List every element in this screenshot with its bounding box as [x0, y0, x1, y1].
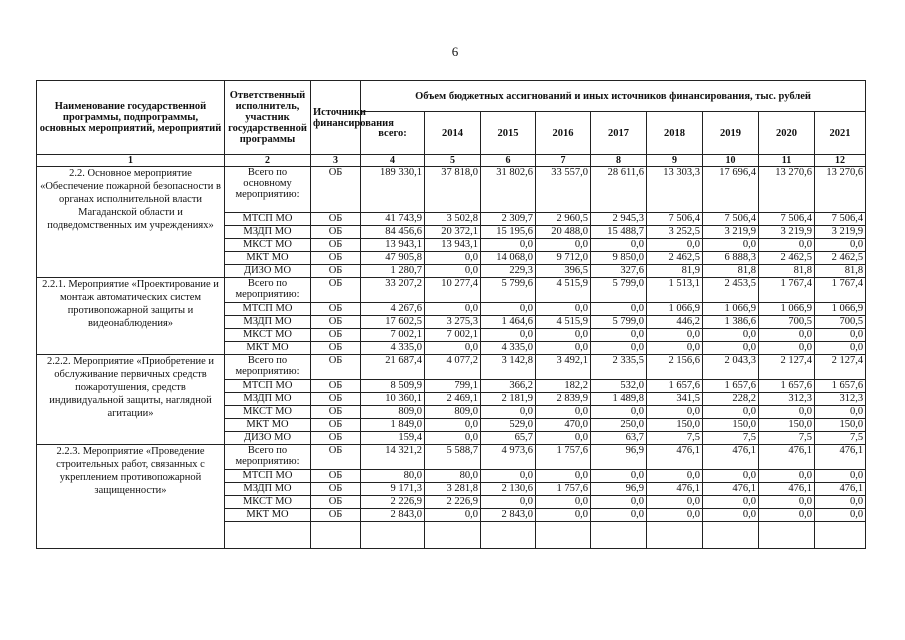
total-value-cell: 2 843,0 [361, 509, 425, 522]
year-value-cell: 6 888,3 [703, 252, 759, 265]
total-value-cell: 47 905,8 [361, 252, 425, 265]
total-value-cell: 4 267,6 [361, 303, 425, 316]
year-value-cell: 0,0 [481, 239, 536, 252]
total-value-cell: 1 849,0 [361, 419, 425, 432]
empty-cell [647, 522, 703, 549]
year-value-cell: 63,7 [591, 432, 647, 445]
year-value-cell: 2 960,5 [536, 213, 591, 226]
year-value-cell: 2 945,3 [591, 213, 647, 226]
year-value-cell: 2 043,3 [703, 355, 759, 380]
year-value-cell: 2 226,9 [425, 496, 481, 509]
empty-cell [481, 522, 536, 549]
year-value-cell: 0,0 [425, 342, 481, 355]
year-value-cell: 0,0 [425, 432, 481, 445]
total-value-cell: 4 335,0 [361, 342, 425, 355]
header-source: Источники финансирования [311, 81, 361, 155]
year-value-cell: 2 843,0 [481, 509, 536, 522]
year-value-cell: 0,0 [815, 509, 866, 522]
year-value-cell: 0,0 [759, 496, 815, 509]
executor-cell: МКТ МО [225, 419, 311, 432]
year-value-cell: 1 513,1 [647, 278, 703, 303]
year-value-cell: 15 195,6 [481, 226, 536, 239]
source-cell: ОБ [311, 432, 361, 445]
total-value-cell: 33 207,2 [361, 278, 425, 303]
year-value-cell: 0,0 [536, 239, 591, 252]
executor-cell: МТСП МО [225, 303, 311, 316]
year-value-cell: 7 506,4 [759, 213, 815, 226]
year-value-cell: 228,2 [703, 393, 759, 406]
year-value-cell: 0,0 [815, 239, 866, 252]
year-value-cell: 0,0 [591, 342, 647, 355]
total-value-cell: 809,0 [361, 406, 425, 419]
year-value-cell: 470,0 [536, 419, 591, 432]
year-value-cell: 0,0 [703, 470, 759, 483]
header-year: 2019 [703, 112, 759, 155]
year-value-cell: 96,9 [591, 445, 647, 470]
year-value-cell: 65,7 [481, 432, 536, 445]
empty-cell [591, 522, 647, 549]
column-number: 7 [536, 155, 591, 167]
year-value-cell: 2 469,1 [425, 393, 481, 406]
year-value-cell: 1 386,6 [703, 316, 759, 329]
source-cell: ОБ [311, 445, 361, 470]
year-value-cell: 0,0 [647, 496, 703, 509]
year-value-cell: 0,0 [591, 239, 647, 252]
year-value-cell: 1 767,4 [815, 278, 866, 303]
year-value-cell: 20 372,1 [425, 226, 481, 239]
executor-cell: МЗДП МО [225, 226, 311, 239]
header-year: 2015 [481, 112, 536, 155]
column-number: 8 [591, 155, 647, 167]
year-value-cell: 150,0 [759, 419, 815, 432]
total-value-cell: 41 743,9 [361, 213, 425, 226]
column-number: 11 [759, 155, 815, 167]
header-year: 2014 [425, 112, 481, 155]
year-value-cell: 0,0 [647, 470, 703, 483]
year-value-cell: 7 002,1 [425, 329, 481, 342]
year-value-cell: 476,1 [647, 445, 703, 470]
year-value-cell: 0,0 [536, 496, 591, 509]
executor-cell: Всего по мероприятию: [225, 355, 311, 380]
header-year: 2017 [591, 112, 647, 155]
year-value-cell: 0,0 [481, 470, 536, 483]
executor-cell: МЗДП МО [225, 483, 311, 496]
year-value-cell: 13 270,6 [759, 167, 815, 213]
activity-name: 2.2.3. Мероприятие «Проведение строительных работ, связанных с укреплением противопожарной защищенности» [37, 445, 225, 549]
year-value-cell: 7,5 [815, 432, 866, 445]
source-cell: ОБ [311, 393, 361, 406]
year-value-cell: 476,1 [815, 445, 866, 470]
executor-cell: МТСП МО [225, 470, 311, 483]
total-value-cell: 2 226,9 [361, 496, 425, 509]
year-value-cell: 0,0 [425, 252, 481, 265]
year-value-cell: 3 502,8 [425, 213, 481, 226]
page-number: 6 [451, 44, 459, 59]
year-value-cell: 0,0 [815, 496, 866, 509]
year-value-cell: 0,0 [703, 496, 759, 509]
year-value-cell: 7,5 [759, 432, 815, 445]
empty-cell [703, 522, 759, 549]
column-number: 4 [361, 155, 425, 167]
year-value-cell: 0,0 [815, 329, 866, 342]
total-value-cell: 1 280,7 [361, 265, 425, 278]
executor-cell: МТСП МО [225, 380, 311, 393]
year-value-cell: 81,9 [647, 265, 703, 278]
year-value-cell: 37 818,0 [425, 167, 481, 213]
executor-cell: ДИЗО МО [225, 265, 311, 278]
year-value-cell: 0,0 [815, 470, 866, 483]
year-value-cell: 700,5 [815, 316, 866, 329]
year-value-cell: 5 799,0 [591, 278, 647, 303]
executor-cell: Всего по мероприятию: [225, 445, 311, 470]
year-value-cell: 150,0 [647, 419, 703, 432]
executor-cell: МКТ МО [225, 252, 311, 265]
year-value-cell: 0,0 [591, 329, 647, 342]
column-number: 10 [703, 155, 759, 167]
table-row-total [37, 278, 866, 303]
year-value-cell: 9 712,0 [536, 252, 591, 265]
executor-cell: ДИЗО МО [225, 432, 311, 445]
year-value-cell: 0,0 [425, 265, 481, 278]
activity-name: 2.2.2. Мероприятие «Приобретение и обслуживание первичных средств пожаротушения, средств индивидуальной защиты, наглядной агитации» [37, 355, 225, 445]
year-value-cell: 2 127,4 [815, 355, 866, 380]
year-value-cell: 0,0 [759, 239, 815, 252]
year-value-cell: 13 270,6 [815, 167, 866, 213]
year-value-cell: 2 156,6 [647, 355, 703, 380]
year-value-cell: 10 277,4 [425, 278, 481, 303]
year-value-cell: 476,1 [703, 445, 759, 470]
year-value-cell: 33 557,0 [536, 167, 591, 213]
year-value-cell: 0,0 [815, 342, 866, 355]
year-value-cell: 396,5 [536, 265, 591, 278]
year-value-cell: 809,0 [425, 406, 481, 419]
source-cell: ОБ [311, 380, 361, 393]
year-value-cell: 96,9 [591, 483, 647, 496]
source-cell: ОБ [311, 470, 361, 483]
year-value-cell: 7,5 [647, 432, 703, 445]
header-executor: Ответственный исполнитель, участник государственной программы [225, 81, 311, 155]
source-cell: ОБ [311, 483, 361, 496]
year-value-cell: 150,0 [703, 419, 759, 432]
column-number: 3 [311, 155, 361, 167]
year-value-cell: 0,0 [703, 406, 759, 419]
year-value-cell: 80,0 [425, 470, 481, 483]
header-year: 2016 [536, 112, 591, 155]
executor-cell: МКСТ МО [225, 496, 311, 509]
header-year: 2018 [647, 112, 703, 155]
empty-cell [425, 522, 481, 549]
year-value-cell: 14 068,0 [481, 252, 536, 265]
year-value-cell: 13 303,3 [647, 167, 703, 213]
empty-cell [225, 522, 311, 549]
activity-name: 2.2. Основное мероприятие «Обеспечение пожарной безопасности в органах исполнительной власти Магаданской области и подведомственных им учреждениях» [37, 167, 225, 278]
column-number: 6 [481, 155, 536, 167]
year-value-cell: 4 335,0 [481, 342, 536, 355]
year-value-cell: 2 462,5 [759, 252, 815, 265]
year-value-cell: 327,6 [591, 265, 647, 278]
year-value-cell: 0,0 [647, 342, 703, 355]
year-value-cell: 81,8 [703, 265, 759, 278]
header-total: всего: [361, 112, 425, 155]
year-value-cell: 81,8 [815, 265, 866, 278]
year-value-cell: 1 489,8 [591, 393, 647, 406]
year-value-cell: 1 657,6 [815, 380, 866, 393]
year-value-cell: 0,0 [759, 406, 815, 419]
year-value-cell: 529,0 [481, 419, 536, 432]
column-number: 1 [37, 155, 225, 167]
year-value-cell: 799,1 [425, 380, 481, 393]
source-cell: ОБ [311, 496, 361, 509]
year-value-cell: 2 453,5 [703, 278, 759, 303]
year-value-cell: 0,0 [481, 303, 536, 316]
year-value-cell: 1 066,9 [759, 303, 815, 316]
year-value-cell: 0,0 [591, 496, 647, 509]
year-value-cell: 7 506,4 [815, 213, 866, 226]
source-cell: ОБ [311, 316, 361, 329]
header-year: 2021 [815, 112, 866, 155]
source-cell: ОБ [311, 329, 361, 342]
year-value-cell: 2 127,4 [759, 355, 815, 380]
budget-table-body [37, 167, 866, 549]
total-value-cell: 9 171,3 [361, 483, 425, 496]
total-value-cell: 189 330,1 [361, 167, 425, 213]
year-value-cell: 2 462,5 [647, 252, 703, 265]
year-value-cell: 4 973,6 [481, 445, 536, 470]
year-value-cell: 0,0 [759, 470, 815, 483]
executor-cell: МКТ МО [225, 509, 311, 522]
year-value-cell: 81,8 [759, 265, 815, 278]
executor-cell: МКСТ МО [225, 239, 311, 252]
total-value-cell: 159,4 [361, 432, 425, 445]
year-value-cell: 0,0 [536, 432, 591, 445]
year-value-cell: 3 219,9 [815, 226, 866, 239]
year-value-cell: 0,0 [536, 329, 591, 342]
year-value-cell: 1 066,9 [815, 303, 866, 316]
year-value-cell: 532,0 [591, 380, 647, 393]
total-value-cell: 14 321,2 [361, 445, 425, 470]
source-cell: ОБ [311, 355, 361, 380]
year-value-cell: 5 799,0 [591, 316, 647, 329]
year-value-cell: 0,0 [536, 303, 591, 316]
empty-cell [815, 522, 866, 549]
empty-cell [311, 522, 361, 549]
year-value-cell: 3 252,5 [647, 226, 703, 239]
header-funding: Объем бюджетных ассигнований и иных источников финансирования, тыс. рублей [361, 81, 866, 112]
year-value-cell: 7 506,4 [703, 213, 759, 226]
year-value-cell: 1 657,6 [647, 380, 703, 393]
year-value-cell: 0,0 [703, 509, 759, 522]
year-value-cell: 0,0 [481, 496, 536, 509]
year-value-cell: 0,0 [703, 329, 759, 342]
year-value-cell: 312,3 [759, 393, 815, 406]
year-value-cell: 4 077,2 [425, 355, 481, 380]
year-value-cell: 0,0 [536, 342, 591, 355]
year-value-cell: 17 696,4 [703, 167, 759, 213]
year-value-cell: 3 142,8 [481, 355, 536, 380]
year-value-cell: 3 492,1 [536, 355, 591, 380]
table-row-total [37, 167, 866, 213]
year-value-cell: 5 799,6 [481, 278, 536, 303]
executor-cell: МКТ МО [225, 342, 311, 355]
year-value-cell: 0,0 [425, 303, 481, 316]
year-value-cell: 0,0 [591, 303, 647, 316]
column-number: 2 [225, 155, 311, 167]
source-cell: ОБ [311, 278, 361, 303]
source-cell: ОБ [311, 239, 361, 252]
year-value-cell: 0,0 [759, 329, 815, 342]
total-value-cell: 80,0 [361, 470, 425, 483]
executor-cell: Всего по основному мероприятию: [225, 167, 311, 213]
year-value-cell: 0,0 [536, 509, 591, 522]
year-value-cell: 1 066,9 [647, 303, 703, 316]
year-value-cell: 476,1 [703, 483, 759, 496]
year-value-cell: 1 757,6 [536, 445, 591, 470]
total-value-cell: 8 509,9 [361, 380, 425, 393]
year-value-cell: 0,0 [481, 329, 536, 342]
year-value-cell: 366,2 [481, 380, 536, 393]
total-value-cell: 17 602,5 [361, 316, 425, 329]
year-value-cell: 31 802,6 [481, 167, 536, 213]
year-value-cell: 250,0 [591, 419, 647, 432]
year-value-cell: 15 488,7 [591, 226, 647, 239]
year-value-cell: 0,0 [703, 342, 759, 355]
year-value-cell: 446,2 [647, 316, 703, 329]
header-year: 2020 [759, 112, 815, 155]
year-value-cell: 2 130,6 [481, 483, 536, 496]
empty-cell [361, 522, 425, 549]
year-value-cell: 0,0 [536, 406, 591, 419]
year-value-cell: 150,0 [815, 419, 866, 432]
year-value-cell: 229,3 [481, 265, 536, 278]
executor-cell: МКСТ МО [225, 406, 311, 419]
year-value-cell: 0,0 [647, 509, 703, 522]
executor-cell: МЗДП МО [225, 393, 311, 406]
year-value-cell: 0,0 [536, 470, 591, 483]
year-value-cell: 3 219,9 [759, 226, 815, 239]
total-value-cell: 7 002,1 [361, 329, 425, 342]
source-cell: ОБ [311, 226, 361, 239]
executor-cell: Всего по мероприятию: [225, 278, 311, 303]
year-value-cell: 0,0 [591, 406, 647, 419]
total-value-cell: 13 943,1 [361, 239, 425, 252]
year-value-cell: 2 839,9 [536, 393, 591, 406]
year-value-cell: 2 181,9 [481, 393, 536, 406]
year-value-cell: 0,0 [703, 239, 759, 252]
total-value-cell: 21 687,4 [361, 355, 425, 380]
executor-cell: МКСТ МО [225, 329, 311, 342]
header-program: Наименование государственной программы, подпрограммы, основных мероприятий, мероприятий [37, 81, 225, 155]
year-value-cell: 0,0 [815, 406, 866, 419]
year-value-cell: 28 611,6 [591, 167, 647, 213]
year-value-cell: 1 767,4 [759, 278, 815, 303]
empty-cell [536, 522, 591, 549]
year-value-cell: 0,0 [759, 509, 815, 522]
executor-cell: МТСП МО [225, 213, 311, 226]
year-value-cell: 2 309,7 [481, 213, 536, 226]
year-value-cell: 476,1 [759, 483, 815, 496]
source-cell: ОБ [311, 303, 361, 316]
year-value-cell: 0,0 [647, 329, 703, 342]
column-number: 9 [647, 155, 703, 167]
year-value-cell: 0,0 [481, 406, 536, 419]
source-cell: ОБ [311, 509, 361, 522]
year-value-cell: 1 066,9 [703, 303, 759, 316]
year-value-cell: 4 515,9 [536, 316, 591, 329]
year-value-cell: 4 515,9 [536, 278, 591, 303]
year-value-cell: 0,0 [647, 239, 703, 252]
budget-table [36, 80, 866, 549]
year-value-cell: 182,2 [536, 380, 591, 393]
year-value-cell: 476,1 [815, 483, 866, 496]
year-value-cell: 0,0 [425, 509, 481, 522]
year-value-cell: 0,0 [591, 509, 647, 522]
year-value-cell: 13 943,1 [425, 239, 481, 252]
year-value-cell: 0,0 [759, 342, 815, 355]
year-value-cell: 1 657,6 [759, 380, 815, 393]
year-value-cell: 7 506,4 [647, 213, 703, 226]
year-value-cell: 312,3 [815, 393, 866, 406]
year-value-cell: 20 488,0 [536, 226, 591, 239]
year-value-cell: 3 219,9 [703, 226, 759, 239]
year-value-cell: 2 335,5 [591, 355, 647, 380]
source-cell: ОБ [311, 265, 361, 278]
source-cell: ОБ [311, 252, 361, 265]
year-value-cell: 476,1 [647, 483, 703, 496]
table-row-total [37, 355, 866, 380]
year-value-cell: 5 588,7 [425, 445, 481, 470]
source-cell: ОБ [311, 167, 361, 213]
year-value-cell: 1 757,6 [536, 483, 591, 496]
year-value-cell: 0,0 [647, 406, 703, 419]
year-value-cell: 341,5 [647, 393, 703, 406]
source-cell: ОБ [311, 342, 361, 355]
year-value-cell: 1 464,6 [481, 316, 536, 329]
year-value-cell: 3 281,8 [425, 483, 481, 496]
table-row-total [37, 445, 866, 470]
column-number: 12 [815, 155, 866, 167]
empty-cell [759, 522, 815, 549]
year-value-cell: 3 275,3 [425, 316, 481, 329]
year-value-cell: 0,0 [591, 470, 647, 483]
source-cell: ОБ [311, 419, 361, 432]
source-cell: ОБ [311, 213, 361, 226]
year-value-cell: 7,5 [703, 432, 759, 445]
year-value-cell: 476,1 [759, 445, 815, 470]
executor-cell: МЗДП МО [225, 316, 311, 329]
activity-name: 2.2.1. Мероприятие «Проектирование и монтаж автоматических систем противопожарной защиты и видеонаблюдения» [37, 278, 225, 355]
total-value-cell: 84 456,6 [361, 226, 425, 239]
year-value-cell: 9 850,0 [591, 252, 647, 265]
column-number: 5 [425, 155, 481, 167]
year-value-cell: 0,0 [425, 419, 481, 432]
year-value-cell: 700,5 [759, 316, 815, 329]
year-value-cell: 1 657,6 [703, 380, 759, 393]
total-value-cell: 10 360,1 [361, 393, 425, 406]
year-value-cell: 2 462,5 [815, 252, 866, 265]
source-cell: ОБ [311, 406, 361, 419]
